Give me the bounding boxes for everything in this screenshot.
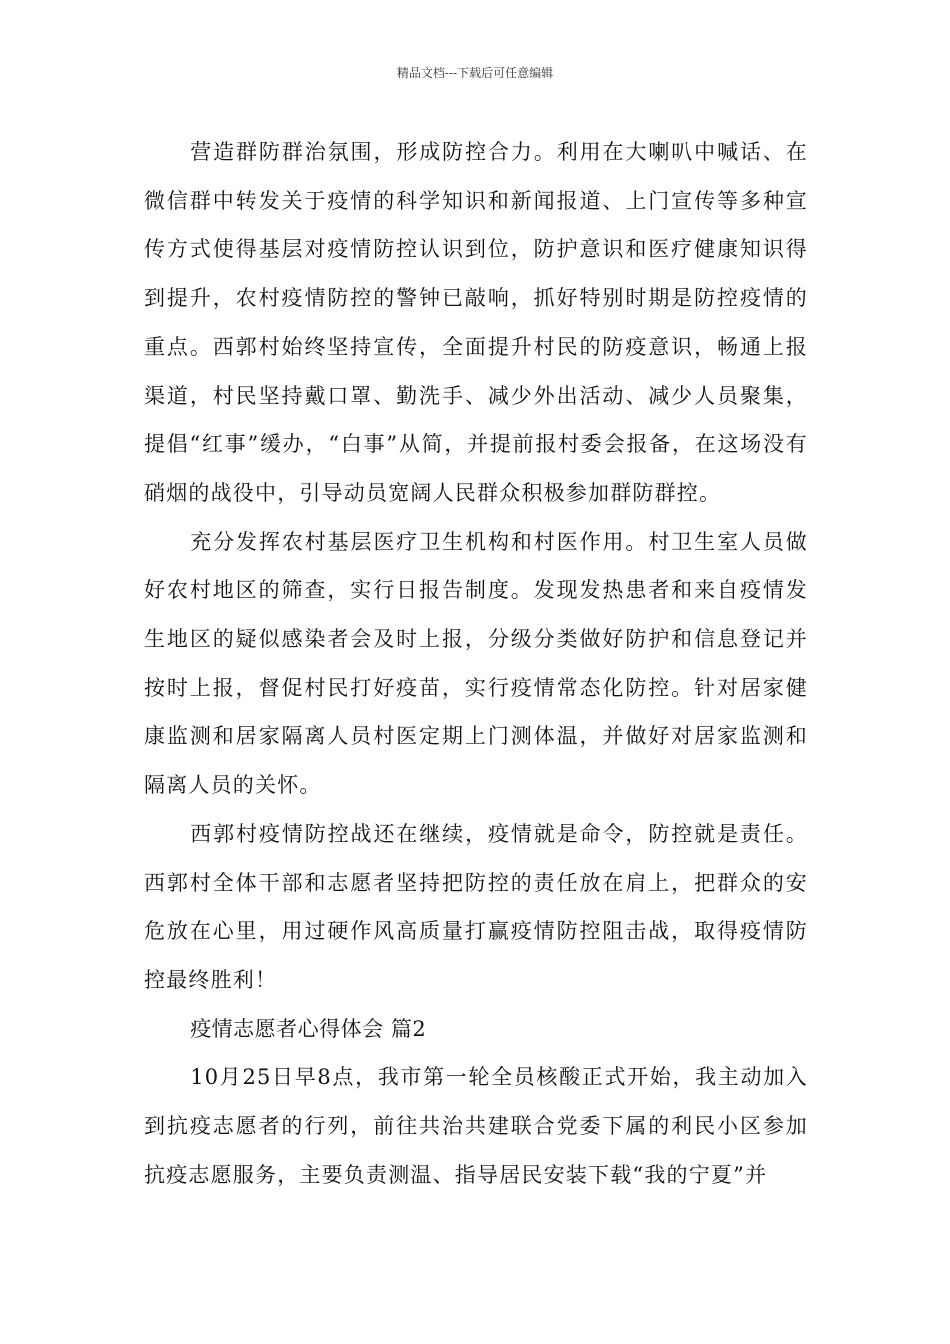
paragraph-2: 充分发挥农村基层医疗卫生机构和村医作用。村卫生室人员做好农村地区的筛查，实行日报告制度。发现发热患者和来自疫情发生地区的疑似感染者会及时上报，分级分类做好防护和信息登记并按时上报，督促村民打好疫苗，实行疫情常态化防控。针对居家健康监测和居家隔离人员村医定期上门测体温，并做好对居家监测和隔离人员的关怀。 — [144, 529, 808, 798]
paragraph-1: 营造群防群治氛围，形成防控合力。利用在大喇叭中喊话、在微信群中转发关于疫情的科学知识和新闻报道、上门宣传等多种宣传方式使得基层对疫情防控认识到位，防护意识和医疗健康知识得到提升，农村疫情防控的警钟已敲响，抓好特别时期是防控疫情的重点。西郭村始终坚持宣传，全面提升村民的防疫意识，畅通上报渠道，村民坚持戴口罩、勤洗手、减少外出活动、减少人员聚集，提倡“红事”缓办，“白事”从简，并提前报村委会报备，在这场没有硝烟的战役中，引导动员宽阔人民群众积极参加群防群控。 — [144, 140, 808, 505]
page-header: 精品文档---下载后可任意编辑 — [396, 66, 554, 80]
document-body — [144, 128, 808, 1199]
section-heading: 疫情志愿者心得体会 篇2 — [190, 1016, 427, 1041]
paragraph-4: 10月25日早8点，我市第一轮全员核酸正式开始，我主动加入到抗疫志愿者的行列，前往共治共建联合党委下属的利民小区参加抗疫志愿服务，主要负责测温、指导居民安装下载“我的宁夏”并 — [144, 1065, 808, 1187]
paragraph-3: 西郭村疫情防控战还在继续，疫情就是命令，防控就是责任。西郭村全体干部和志愿者坚持把防控的责任放在肩上，把群众的安危放在心里，用过硬作风高质量打赢疫情防控阻击战，取得疫情防控最终胜利！ — [144, 821, 808, 992]
